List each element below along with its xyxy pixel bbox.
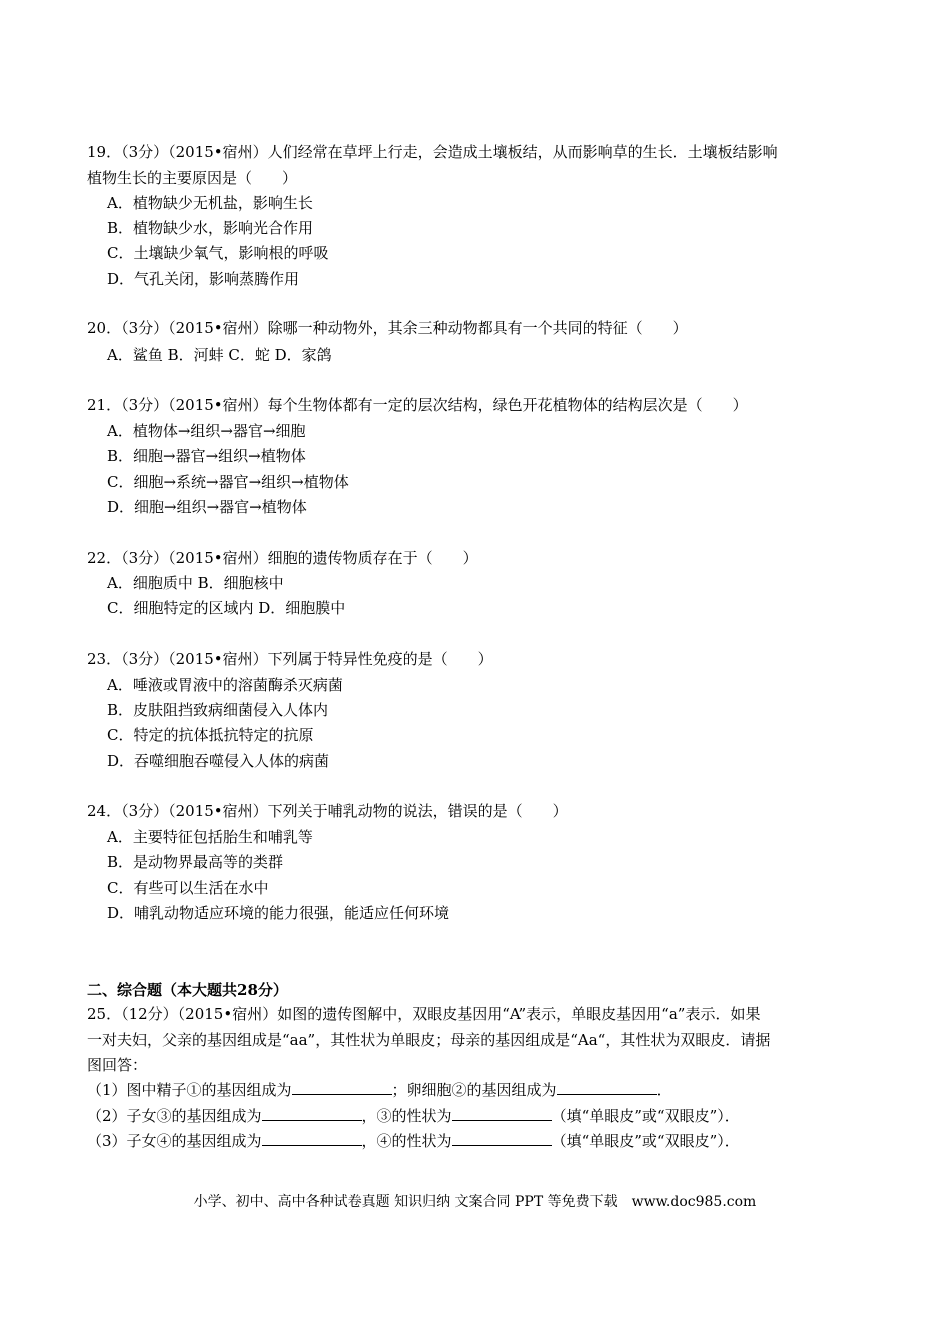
- sub-2-text-a: （2）子女③的基因组成为: [87, 1107, 262, 1125]
- sub-1-text-c: ．: [656, 1081, 672, 1099]
- egg-genotype-blank[interactable]: [557, 1079, 657, 1095]
- question-25-sub-3: [87, 1129, 877, 1153]
- question-19-option-b: B．植物缺少水，影响光合作用: [107, 219, 314, 237]
- sub-1-text-a: （1）图中精子①的基因组成为: [87, 1081, 292, 1099]
- question-24-option-a: A．主要特征包括胎生和哺乳等: [107, 828, 313, 846]
- question-24-option-d: D．哺乳动物适应环境的能力很强，能适应任何环境: [107, 904, 450, 922]
- question-25-stem-end: 图回答：: [87, 1056, 148, 1074]
- question-25-stem-cont: 一对夫妇，父亲的基因组成是“aa”，其性状为单眼皮；母亲的基因组成是“Aa“，其性状为双眼皮．请据: [87, 1031, 771, 1049]
- question-22-options-row2: C．细胞特定的区域内 D．细胞膜中: [107, 599, 346, 617]
- question-20-stem: 20．（3分）（2015•宿州）除哪一种动物外，其余三种动物都具有一个共同的特征（ ）: [87, 319, 688, 337]
- question-19-option-a: A．植物缺少无机盐，影响生长: [107, 194, 313, 212]
- question-25-sub-1: [87, 1078, 877, 1102]
- sub-3-text-c: （填“单眼皮”或“双眼皮”）．: [551, 1132, 740, 1150]
- question-24-option-b: B．是动物界最高等的类群: [107, 853, 284, 871]
- sub-2-text-b: ，③的性状为: [361, 1107, 452, 1125]
- child4-trait-blank[interactable]: [452, 1130, 552, 1146]
- question-21-option-c: C．细胞→系统→器官→组织→植物体: [107, 473, 349, 491]
- sub-2-text-c: （填“单眼皮”或“双眼皮”）．: [551, 1107, 740, 1125]
- child3-trait-blank[interactable]: [452, 1105, 552, 1121]
- question-21-stem: 21．（3分）（2015•宿州）每个生物体都有一定的层次结构，绿色开花植物体的结构层次是（ ）: [87, 396, 748, 414]
- section-heading: 二、综合题（本大题共28分）: [87, 981, 288, 999]
- sperm-genotype-blank[interactable]: [292, 1079, 392, 1095]
- question-22-stem: 22．（3分）（2015•宿州）细胞的遗传物质存在于（ ）: [87, 549, 478, 567]
- question-20-options: A．鲨鱼 B．河蚌 C．蛇 D．家鸽: [107, 346, 332, 364]
- question-23-stem: 23．（3分）（2015•宿州）下列属于特异性免疫的是（ ）: [87, 650, 493, 668]
- child4-genotype-blank[interactable]: [262, 1130, 362, 1146]
- question-19-option-c: C．土壤缺少氧气，影响根的呼吸: [107, 244, 329, 262]
- question-23-option-c: C．特定的抗体抵抗特定的抗原: [107, 726, 314, 744]
- question-21-option-b: B．细胞→器官→组织→植物体: [107, 447, 306, 465]
- question-19-stem-cont: 植物生长的主要原因是（ ）: [87, 169, 298, 187]
- question-23-option-a: A．唾液或胃液中的溶菌酶杀灭病菌: [107, 676, 343, 694]
- sub-3-text-b: ，④的性状为: [361, 1132, 452, 1150]
- child3-genotype-blank[interactable]: [262, 1105, 362, 1121]
- sub-3-text-a: （3）子女④的基因组成为: [87, 1132, 262, 1150]
- question-24-stem: 24．（3分）（2015•宿州）下列关于哺乳动物的说法，错误的是（ ）: [87, 802, 568, 820]
- question-23-option-b: B．皮肤阻挡致病细菌侵入人体内: [107, 701, 329, 719]
- question-21-option-d: D．细胞→组织→器官→植物体: [107, 498, 307, 516]
- question-19-stem: 19．（3分）（2015•宿州）人们经常在草坪上行走，会造成土壤板结，从而影响草的生长．土壤板结影响: [87, 143, 778, 161]
- question-24-option-c: C．有些可以生活在水中: [107, 879, 269, 897]
- sub-1-text-b: ；卵细胞②的基因组成为: [391, 1081, 557, 1099]
- page-footer: 小学、初中、高中各种试卷真题 知识归纳 文案合同 PPT 等免费下载 www.doc985.com: [193, 1194, 757, 1210]
- question-25-sub-2: [87, 1104, 877, 1128]
- question-25-stem: 25．（12分）（2015•宿州）如图的遗传图解中，双眼皮基因用“A”表示，单眼皮基因用“a”表示．如果: [87, 1005, 761, 1023]
- question-21-option-a: A．植物体→组织→器官→细胞: [107, 422, 306, 440]
- question-22-options-row1: A．细胞质中 B．细胞核中: [107, 574, 284, 592]
- question-19-option-d: D．气孔关闭，影响蒸腾作用: [107, 270, 300, 288]
- question-23-option-d: D．吞噬细胞吞噬侵入人体的病菌: [107, 752, 330, 770]
